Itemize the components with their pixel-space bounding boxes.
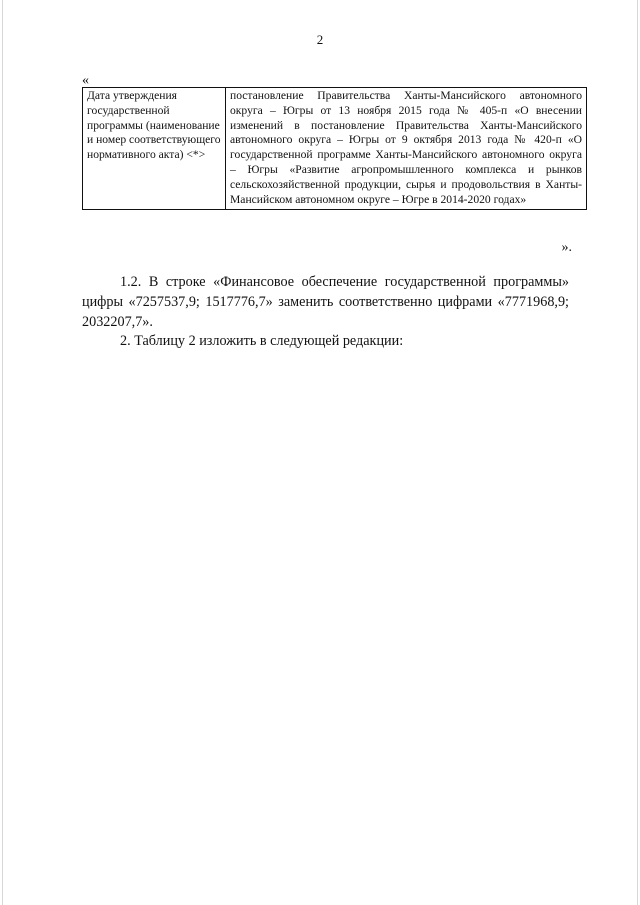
table-row	[83, 88, 587, 210]
paragraph-1-2: 1.2. В строке «Финансовое обеспечение государственной программы» цифры «7257537,9; 1517776,7» заменить соответственно цифрами «7771968,9; 2032207,7».	[82, 274, 569, 331]
program-passport-table	[82, 87, 587, 210]
page-edge-left	[2, 0, 3, 905]
page-number: 2	[316, 32, 324, 47]
table-open-quote: «	[82, 73, 89, 88]
page-edge-right	[637, 0, 638, 905]
table-close-quote: ».	[561, 240, 572, 255]
paragraph-2: 2. Таблицу 2 изложить в следующей редакции:	[120, 333, 404, 350]
table-cell-label: Дата утверждения государственной программы (наименование и номер соответствующего нормативного акта) <*>	[83, 88, 226, 210]
table-cell-value: постановление Правительства Ханты-Мансийского автономного округа – Югры от 13 ноября 2015 года № 405-п «О внесении изменений в постановление Правительства Ханты-Мансийского автономного округа – Югры от 9 октября 2013 года № 420-п «О государственной программе Ханты-Мансийского автономного округа – Югры «Развитие агропромышленного комплекса и рынков сельскохозяйственной продукции, сырья и продовольствия в Ханты-Мансийском автономном округе – Югре в 2014-2020 годах»	[226, 88, 587, 210]
